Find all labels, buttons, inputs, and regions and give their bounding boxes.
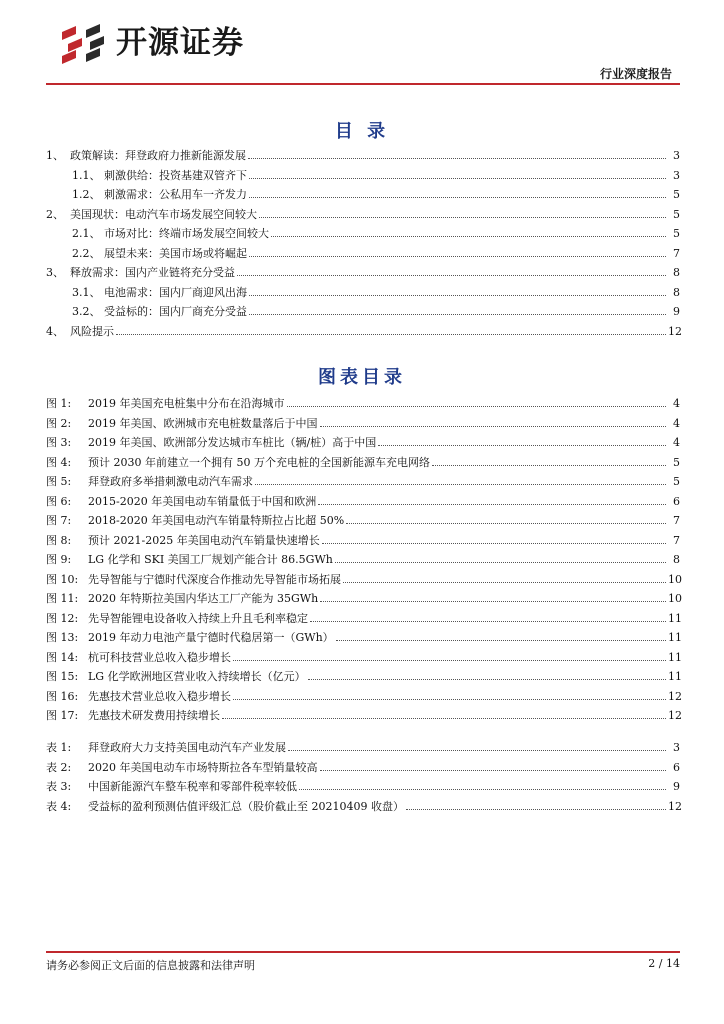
entry-page-number: 12 — [668, 324, 682, 338]
entry-title: 受益标的：国内厂商充分受益 — [104, 305, 247, 318]
entry-title: 预计 2030 年前建立一个拥有 50 万个充电桩的全国新能源车充电网络 — [88, 455, 430, 469]
toc-entry[interactable] — [46, 302, 680, 318]
page-header — [0, 0, 724, 90]
entry-number: 1.1、 — [72, 168, 101, 182]
toc-entry[interactable] — [46, 648, 680, 664]
dot-leader — [320, 425, 667, 427]
entry-page-number: 5 — [673, 207, 680, 221]
toc-entry[interactable] — [46, 687, 680, 703]
dot-leader — [322, 542, 666, 544]
toc-entry[interactable] — [46, 589, 680, 605]
page-indicator: 2 / 14 — [648, 957, 680, 970]
dot-leader — [299, 788, 666, 790]
entry-page-number: 5 — [673, 188, 680, 201]
toc-entry[interactable] — [46, 797, 680, 813]
entry-number: 图 4: — [46, 455, 72, 469]
toc-entry[interactable] — [46, 414, 680, 430]
dot-leader — [116, 333, 666, 335]
entry-title: 先惠技术研发费用持续增长 — [88, 709, 220, 722]
entry-title: 2018-2020 年美国电动汽车销量特斯拉占比超 50% — [88, 514, 345, 527]
entry-title: 政策解读：拜登政府力推新能源发展 — [70, 149, 246, 162]
company-logo — [60, 22, 244, 64]
dot-leader — [343, 581, 666, 583]
entry-number: 图 6: — [46, 494, 72, 508]
entry-page-number: 4 — [673, 416, 680, 430]
entry-page-number: 3 — [673, 741, 680, 754]
toc-entry[interactable] — [46, 570, 680, 586]
toc-entry[interactable] — [46, 492, 680, 508]
entry-number: 表 4: — [46, 799, 72, 813]
entry-page-number: 6 — [673, 760, 680, 774]
entry-page-number: 9 — [673, 780, 680, 793]
entry-page-number: 4 — [673, 436, 680, 449]
dot-leader — [308, 678, 666, 680]
dot-leader — [248, 157, 666, 159]
entry-number: 图 13: — [46, 631, 79, 644]
dot-leader — [249, 313, 666, 315]
entry-page-number: 8 — [673, 266, 680, 279]
entry-title: 先导智能锂电设备收入持续上升且毛利率稳定 — [88, 611, 308, 625]
toc-entry[interactable] — [46, 283, 680, 299]
toc-entry[interactable] — [46, 205, 680, 221]
entry-page-number: 9 — [673, 305, 680, 318]
entry-number: 图 12: — [46, 611, 79, 625]
dot-leader — [249, 177, 666, 179]
entry-title: 市场对比：终端市场发展空间较大 — [104, 227, 269, 240]
dot-leader — [318, 503, 666, 505]
toc-entry[interactable] — [46, 738, 680, 754]
entry-number: 表 2: — [46, 760, 72, 774]
entry-page-number: 7 — [673, 514, 680, 527]
entry-title: 受益标的盈利预测估值评级汇总（股价截止至 20210409 收盘） — [88, 799, 404, 813]
entry-page-number: 10 — [668, 572, 682, 586]
entry-page-number: 8 — [673, 553, 680, 566]
entry-page-number: 8 — [673, 285, 680, 299]
entry-title: 拜登政府大力支持美国电动汽车产业发展 — [88, 741, 286, 754]
entry-title: 风险提示 — [70, 324, 114, 338]
entry-number: 2.2、 — [72, 246, 101, 260]
entry-title: 刺激需求：公私用车一齐发力 — [104, 188, 247, 201]
dot-leader — [432, 464, 666, 466]
entry-number: 图 10: — [46, 572, 79, 586]
entry-title: 杭可科技营业总收入稳步增长 — [88, 650, 231, 664]
entry-number: 图 7: — [46, 514, 72, 527]
entry-number: 图 11: — [46, 592, 79, 605]
entry-title: 先导智能与宁德时代深度合作推动先导智能市场拓展 — [88, 572, 341, 586]
entry-number: 3、 — [46, 266, 64, 279]
entry-number: 图 3: — [46, 436, 72, 449]
header-divider — [46, 83, 680, 85]
entry-page-number: 3 — [673, 149, 680, 162]
dot-leader — [335, 561, 666, 563]
entry-number: 2.1、 — [72, 227, 101, 240]
dot-leader — [378, 444, 666, 446]
dot-leader — [233, 698, 666, 700]
toc-entry[interactable] — [46, 453, 680, 469]
entry-title: 预计 2021-2025 年美国电动汽车销量快速增长 — [88, 533, 320, 547]
entry-number: 1、 — [46, 149, 64, 162]
entry-page-number: 11 — [668, 611, 682, 625]
toc-entry[interactable] — [46, 433, 680, 449]
dot-leader — [406, 808, 666, 810]
toc-entry[interactable] — [46, 531, 680, 547]
entry-page-number: 7 — [673, 246, 680, 260]
dot-leader — [255, 483, 666, 485]
toc-entry[interactable] — [46, 550, 680, 566]
toc-entry[interactable] — [46, 322, 680, 338]
dot-leader — [288, 749, 666, 751]
dot-leader — [320, 769, 667, 771]
entry-title: 2015-2020 年美国电动车销量低于中国和欧洲 — [88, 494, 317, 508]
toc-entry[interactable] — [46, 628, 680, 644]
entry-title: 刺激供给：投资基建双管齐下 — [104, 168, 247, 182]
entry-title: 2019 年动力电池产量宁德时代稳居第一（GWh） — [88, 631, 334, 644]
footer-divider — [46, 951, 680, 953]
entry-page-number: 12 — [668, 709, 682, 722]
toc-entry[interactable] — [46, 244, 680, 260]
entry-number: 表 3: — [46, 780, 72, 793]
entry-page-number: 11 — [668, 650, 682, 664]
entry-title: 拜登政府多举措刺激电动汽车需求 — [88, 475, 253, 488]
entry-title: 2019 年美国充电桩集中分布在沿海城市 — [88, 397, 285, 410]
toc-entry[interactable] — [46, 511, 680, 527]
toc-entry[interactable] — [46, 185, 680, 201]
toc-entry[interactable] — [46, 263, 680, 279]
entry-number: 3.2、 — [72, 305, 101, 318]
entry-title: 释放需求：国内产业链将充分受益 — [70, 266, 235, 279]
entry-number: 图 9: — [46, 553, 72, 566]
entry-page-number: 12 — [668, 799, 682, 813]
dot-leader — [259, 216, 666, 218]
toc-entry[interactable] — [46, 146, 680, 162]
entry-number: 1.2、 — [72, 188, 101, 201]
entry-title: 2019 年美国、欧洲部分发达城市车桩比（辆/桩）高于中国 — [88, 436, 377, 449]
entry-number: 图 8: — [46, 533, 72, 547]
entry-number: 图 16: — [46, 689, 79, 703]
dot-leader — [237, 274, 666, 276]
entry-page-number: 10 — [668, 592, 682, 605]
toc-entry[interactable] — [46, 472, 680, 488]
dot-leader — [287, 405, 667, 407]
entry-number: 图 14: — [46, 650, 79, 664]
entry-page-number: 11 — [668, 670, 682, 683]
dot-leader — [249, 196, 666, 198]
toc-title: 目 录 — [334, 121, 390, 142]
dot-leader — [249, 255, 666, 257]
dot-leader — [310, 620, 666, 622]
figures-title: 图表目录 — [318, 367, 406, 388]
dot-leader — [271, 235, 666, 237]
toc-entry[interactable] — [46, 667, 680, 683]
entry-number: 表 1: — [46, 741, 72, 754]
logo-text: 开源证券 — [116, 25, 244, 61]
entry-title: 2020 年特斯拉美国内华达工厂产能为 35GWh — [88, 592, 319, 605]
entry-number: 图 5: — [46, 475, 72, 488]
entry-page-number: 11 — [668, 631, 682, 644]
toc-entry[interactable] — [46, 758, 680, 774]
entry-title: LG 化学欧洲地区营业收入持续增长（亿元） — [88, 670, 306, 683]
toc-entry[interactable] — [46, 224, 680, 240]
entry-page-number: 5 — [673, 455, 680, 469]
logo-mark-icon — [60, 22, 110, 64]
entry-number: 图 15: — [46, 670, 79, 683]
entry-number: 3.1、 — [72, 285, 101, 299]
entry-page-number: 5 — [673, 227, 680, 240]
entry-number: 4、 — [46, 324, 64, 338]
entry-number: 图 2: — [46, 416, 72, 430]
entry-title: LG 化学和 SKI 美国工厂规划产能合计 86.5GWh — [88, 553, 333, 566]
entry-page-number: 6 — [673, 494, 680, 508]
dot-leader — [249, 294, 666, 296]
entry-number: 图 17: — [46, 709, 79, 722]
entry-page-number: 4 — [673, 397, 680, 410]
dot-leader — [336, 639, 666, 641]
entry-page-number: 5 — [673, 475, 680, 488]
entry-page-number: 3 — [673, 168, 680, 182]
entry-number: 2、 — [46, 207, 64, 221]
toc-entry[interactable] — [46, 166, 680, 182]
disclaimer-text: 请务必参阅正文后面的信息披露和法律声明 — [46, 959, 255, 972]
entry-title: 2019 年美国、欧洲城市充电桩数量落后于中国 — [88, 416, 318, 430]
dot-leader — [346, 522, 666, 524]
entry-page-number: 12 — [668, 689, 682, 703]
entry-title: 电池需求：国内厂商迎风出海 — [104, 285, 247, 299]
report-type-label: 行业深度报告 — [599, 67, 672, 81]
entry-title: 中国新能源汽车整车税率和零部件税率较低 — [88, 780, 297, 793]
entry-title: 2020 年美国电动车市场特斯拉各车型销量较高 — [88, 760, 318, 774]
entry-title: 美国现状：电动汽车市场发展空间较大 — [70, 207, 257, 221]
dot-leader — [320, 600, 666, 602]
dot-leader — [222, 717, 666, 719]
entry-page-number: 7 — [673, 533, 680, 547]
toc-entry[interactable] — [46, 394, 680, 410]
dot-leader — [233, 659, 666, 661]
entry-title: 展望未来：美国市场或将崛起 — [104, 246, 247, 260]
entry-title: 先惠技术营业总收入稳步增长 — [88, 689, 231, 703]
toc-entry[interactable] — [46, 609, 680, 625]
toc-entry[interactable] — [46, 706, 680, 722]
toc-entry[interactable] — [46, 777, 680, 793]
entry-number: 图 1: — [46, 397, 72, 410]
